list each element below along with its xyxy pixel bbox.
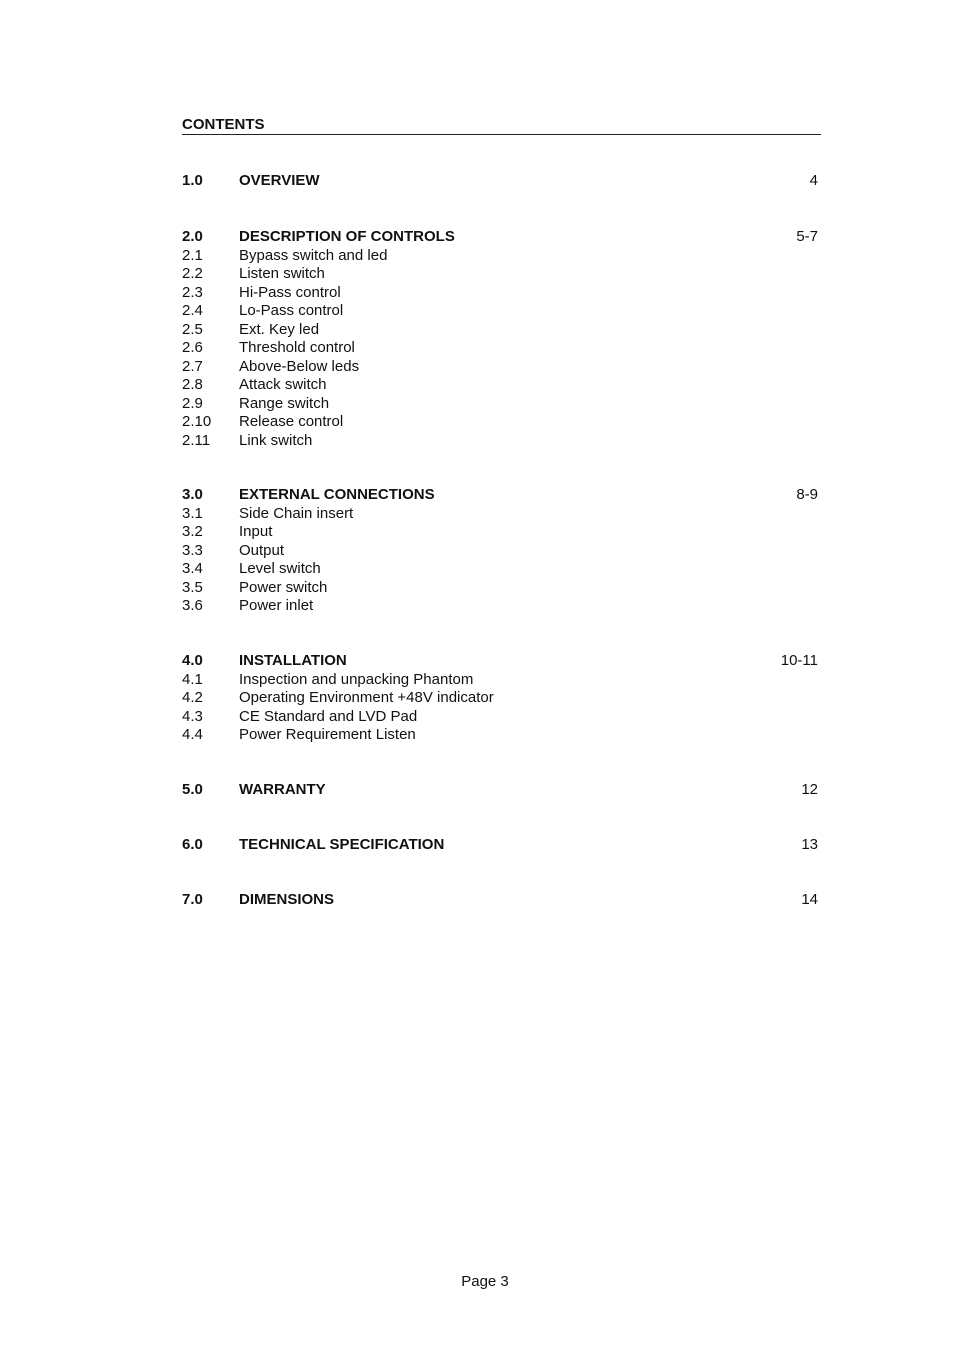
toc-section-installation — [182, 652, 818, 745]
section-title: DIMENSIONS — [239, 891, 335, 908]
toc-item[interactable] — [182, 284, 818, 303]
page-number-footer: Page 3 — [461, 1273, 509, 1290]
toc-section-warranty — [182, 781, 818, 800]
item-number: 2.2 — [182, 265, 203, 282]
toc-item[interactable] — [182, 689, 818, 708]
item-title: Range switch — [239, 394, 330, 412]
section-page: 10-11 — [780, 652, 818, 669]
item-number: 2.8 — [182, 376, 203, 393]
toc-item[interactable] — [182, 321, 818, 340]
item-number: 4.1 — [182, 670, 203, 688]
item-number: 4.4 — [182, 726, 203, 743]
item-number: 3.3 — [182, 541, 203, 559]
item-title: CE Standard and LVD Pad — [239, 707, 418, 725]
item-title: Ext. Key led — [239, 320, 320, 338]
item-number: 2.7 — [182, 357, 203, 375]
item-title: Bypass switch and led — [239, 246, 388, 264]
section-number: 2.0 — [182, 228, 203, 245]
item-title: Attack switch — [239, 376, 327, 393]
toc-item[interactable] — [182, 671, 818, 690]
toc-section-technical-specification — [182, 836, 818, 855]
toc-item[interactable] — [182, 265, 818, 284]
section-title: DESCRIPTION OF CONTROLS — [239, 228, 455, 245]
item-number: 3.4 — [182, 560, 203, 577]
item-number: 3.1 — [182, 504, 203, 522]
item-title: Power switch — [239, 578, 328, 596]
item-number: 2.1 — [182, 246, 203, 264]
item-title: Release control — [239, 413, 344, 430]
item-title: Operating Environment +48V indicator — [239, 689, 494, 706]
toc-section-heading[interactable] — [182, 836, 818, 855]
toc-item[interactable] — [182, 358, 818, 377]
toc-item[interactable] — [182, 542, 818, 561]
item-title: Threshold control — [239, 339, 355, 356]
toc-section-description-of-controls — [182, 228, 818, 450]
toc-item[interactable] — [182, 302, 818, 321]
toc-item[interactable] — [182, 395, 818, 414]
section-page: 12 — [801, 781, 818, 798]
toc-item[interactable] — [182, 413, 818, 432]
item-number: 2.5 — [182, 320, 203, 338]
section-number: 6.0 — [182, 836, 203, 853]
contents-heading: CONTENTS — [182, 116, 821, 135]
section-title: EXTERNAL CONNECTIONS — [239, 486, 435, 503]
toc-item[interactable] — [182, 247, 818, 266]
toc-section-heading[interactable] — [182, 891, 818, 910]
toc-section-heading[interactable] — [182, 228, 818, 247]
item-number: 3.2 — [182, 523, 203, 540]
item-title: Above-Below leds — [239, 357, 360, 375]
item-number: 2.6 — [182, 339, 203, 356]
item-title: Power Requirement Listen — [239, 726, 416, 743]
section-page: 5-7 — [796, 228, 818, 245]
section-title: OVERVIEW — [239, 172, 320, 189]
item-number: 2.11 — [182, 431, 211, 449]
section-title: INSTALLATION — [239, 652, 347, 669]
section-page: 8-9 — [796, 486, 818, 503]
item-title: Power inlet — [239, 597, 314, 614]
toc-section-heading[interactable] — [182, 172, 818, 191]
toc-item[interactable] — [182, 579, 818, 598]
toc-item[interactable] — [182, 339, 818, 358]
item-title: Link switch — [239, 431, 313, 449]
toc-item[interactable] — [182, 432, 818, 451]
item-title: Side Chain insert — [239, 504, 354, 522]
toc-section-heading[interactable] — [182, 652, 818, 671]
section-number: 3.0 — [182, 486, 203, 503]
section-title: WARRANTY — [239, 781, 326, 798]
section-page: 14 — [801, 891, 818, 908]
toc-section-heading[interactable] — [182, 486, 818, 505]
item-number: 3.5 — [182, 578, 203, 596]
toc-section-dimensions — [182, 891, 818, 910]
section-number: 1.0 — [182, 172, 203, 189]
toc-item[interactable] — [182, 726, 818, 745]
item-title: Output — [239, 541, 285, 559]
item-title: Level switch — [239, 560, 321, 577]
item-number: 4.3 — [182, 707, 203, 725]
section-title: TECHNICAL SPECIFICATION — [239, 836, 445, 853]
section-page: 13 — [801, 836, 818, 853]
item-number: 2.9 — [182, 394, 203, 412]
toc-section-overview — [182, 172, 818, 191]
item-number: 2.10 — [182, 413, 212, 430]
toc-item[interactable] — [182, 597, 818, 616]
toc-section-external-connections — [182, 486, 818, 616]
item-title: Input — [239, 523, 273, 540]
item-title: Lo-Pass control — [239, 302, 344, 319]
toc-section-heading[interactable] — [182, 781, 818, 800]
toc-item[interactable] — [182, 376, 818, 395]
item-number: 3.6 — [182, 597, 203, 614]
item-number: 2.4 — [182, 302, 203, 319]
item-number: 4.2 — [182, 689, 203, 706]
section-page: 4 — [809, 172, 818, 189]
section-number: 4.0 — [182, 652, 203, 669]
item-title: Hi-Pass control — [239, 283, 341, 301]
toc-item[interactable] — [182, 560, 818, 579]
item-number: 2.3 — [182, 283, 203, 301]
item-title: Inspection and unpacking Phantom — [239, 670, 474, 688]
toc-item[interactable] — [182, 523, 818, 542]
toc-item[interactable] — [182, 708, 818, 727]
section-number: 7.0 — [182, 891, 203, 908]
item-title: Listen switch — [239, 265, 325, 282]
section-number: 5.0 — [182, 781, 203, 798]
toc-item[interactable] — [182, 505, 818, 524]
